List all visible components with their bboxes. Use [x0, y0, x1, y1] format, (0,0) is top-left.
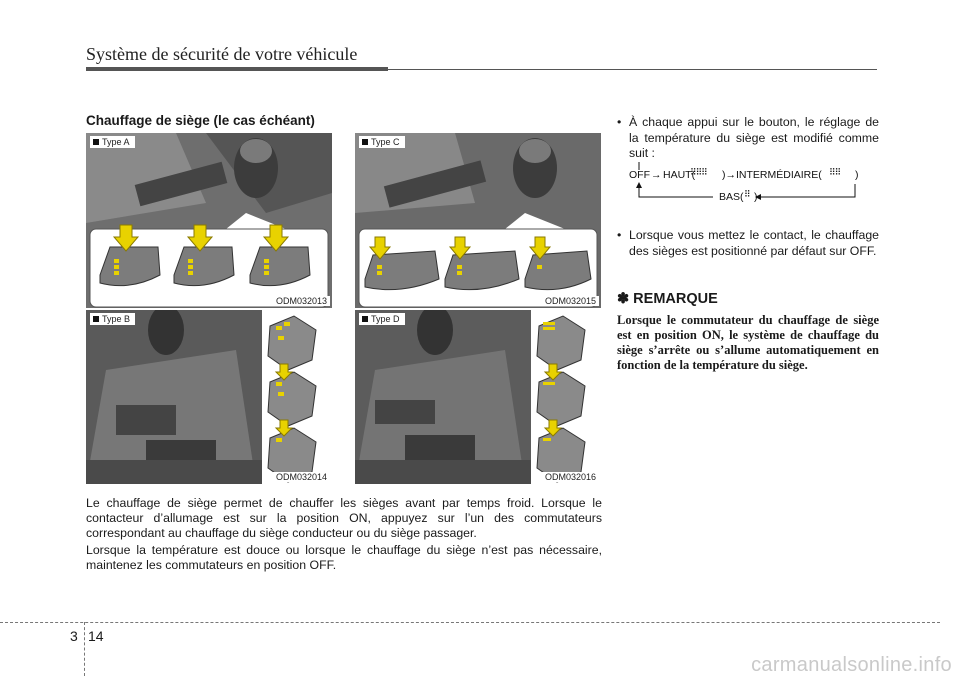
type-label-text: Type B [102, 314, 131, 324]
type-label-text: Type D [371, 314, 400, 324]
bullet-dot: • [617, 228, 622, 242]
remark-text: Lorsque le commutateur du chauffage de siège est en position ON, le système de chauffage du siège s’arrête ou s’allume automatiquement en fonction de la température du siège. [617, 313, 879, 372]
body-paragraph: Lorsque la température est douce ou lorsque le chauffage du siège n’est pas nécessaire, maintenez les commutateurs en position OFF. [86, 543, 602, 572]
figure-code: ODM032015 [542, 296, 599, 306]
header-rule [86, 67, 388, 71]
figure-type-b [86, 310, 332, 484]
remark-heading: ✽ REMARQUE [617, 291, 718, 307]
type-label-text: Type A [102, 137, 130, 147]
console-illustration [355, 133, 601, 308]
figure-type-a [86, 133, 332, 308]
figure-type-d [355, 310, 601, 484]
section-heading: Chauffage de siège (le cas échéant) [86, 113, 315, 128]
level-bas: BAS( [719, 191, 744, 203]
bullet-dot: • [617, 115, 622, 129]
type-label [90, 136, 135, 148]
bullet-text: Lorsque vous mettez le contact, le chauffage des sièges est positionné par défaut sur OFF. [629, 228, 879, 258]
footer-divider [84, 622, 85, 676]
page-number: 14 [88, 628, 104, 644]
page-header-title: Système de sécurité de votre véhicule [86, 44, 358, 64]
chapter-number: 3 [70, 628, 78, 644]
figure-code: ODM032014 [273, 472, 330, 482]
type-label [90, 313, 135, 325]
header-rule-thin [388, 69, 877, 70]
figure-code: ODM032016 [542, 472, 599, 482]
level-intermediaire: )→INTERMÉDIAIRE( [722, 169, 822, 181]
type-label [359, 136, 405, 148]
level-haut: HAUT( [663, 169, 696, 181]
heat-dots-icon: ⠿⠿ [829, 167, 841, 177]
bullet-item [617, 115, 879, 162]
level-bas-close: ) [754, 191, 758, 203]
heat-level-diagram [617, 162, 879, 214]
heat-dots-icon: ⠿ [744, 189, 751, 199]
figure-code: ODM032013 [273, 296, 330, 306]
level-off: OFF [629, 169, 650, 181]
bullet-text: À chaque appui sur le bouton, le réglage de la température du siège est modifié comme suit : [629, 115, 879, 160]
type-label [359, 313, 405, 325]
footer-rule [0, 622, 940, 623]
bullet-item [617, 228, 879, 259]
level-close: ) [855, 169, 859, 181]
type-label-text: Type C [371, 137, 400, 147]
body-paragraph: Le chauffage de siège permet de chauffer les sièges avant par temps froid. Lorsque le contacteur d’allumage est sur la position ON, appuyez sur l’un des commutateurs correspondant au chauffage du siège conducteur ou du siège passager. [86, 496, 602, 540]
figure-type-c [355, 133, 601, 308]
console-illustration [86, 310, 332, 484]
watermark: carmanualsonline.info [751, 654, 952, 676]
console-illustration [86, 133, 332, 308]
console-illustration [355, 310, 601, 484]
arrow-glyph: → [651, 169, 662, 181]
heat-dots-icon: ⠿⠿⠿ [690, 167, 707, 177]
